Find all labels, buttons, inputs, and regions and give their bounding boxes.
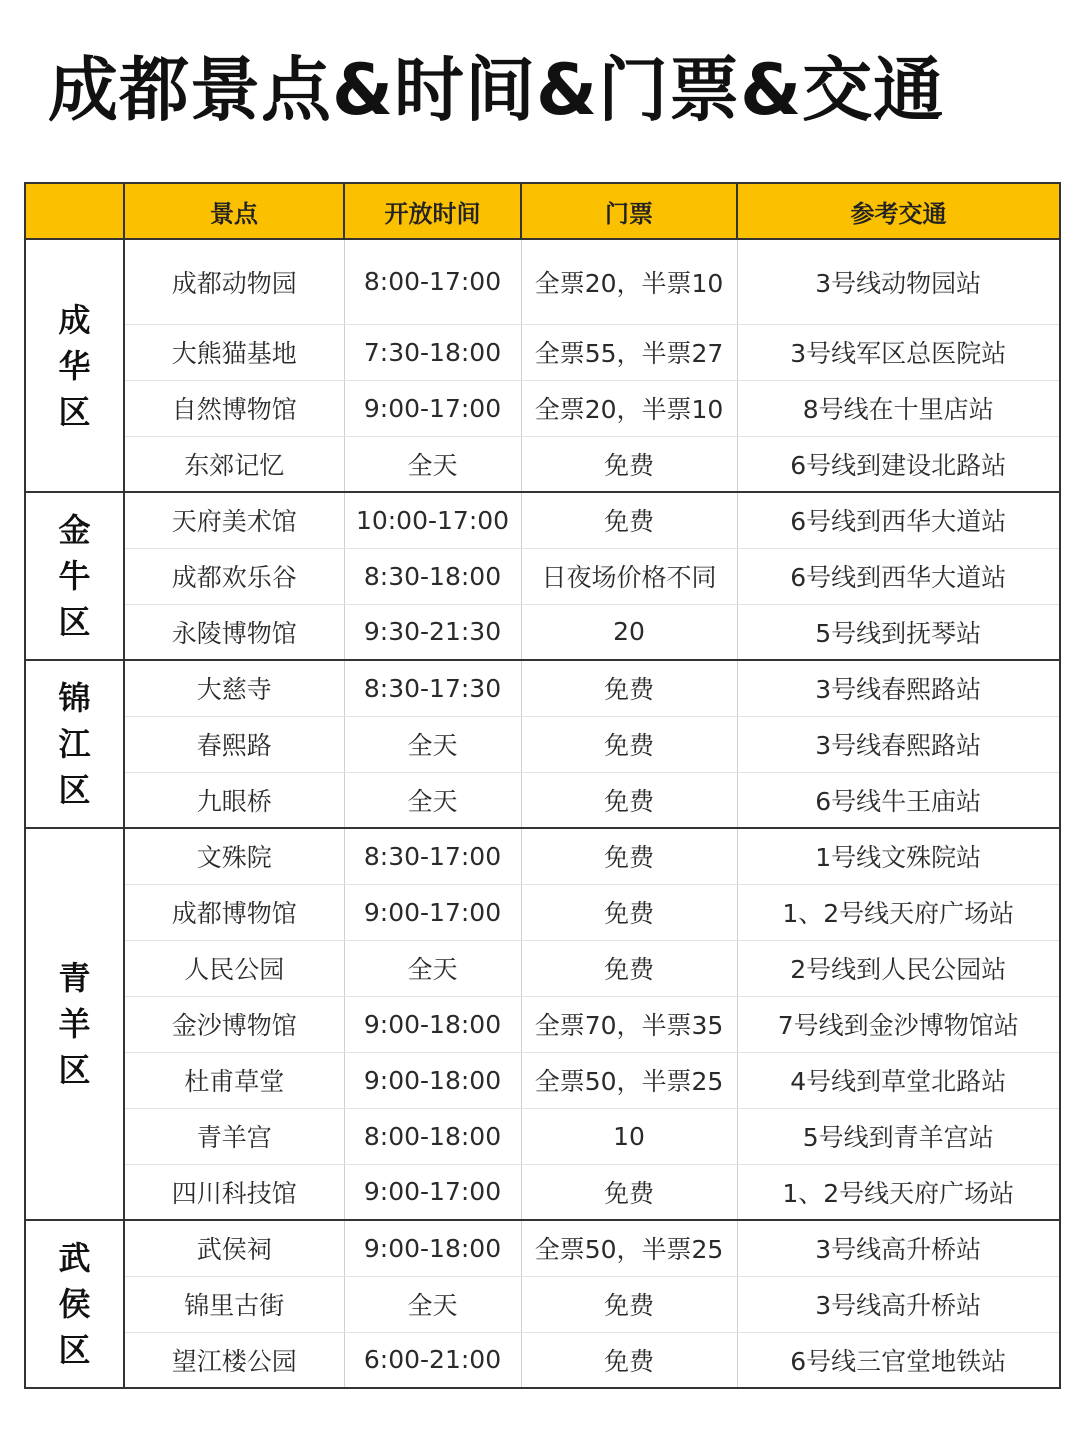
hours-cell: 8:00-17:00 (344, 239, 521, 324)
attraction-cell: 四川科技馆 (124, 1164, 344, 1220)
hours-cell: 全天 (344, 1276, 521, 1332)
transport-cell: 5号线到抚琴站 (737, 604, 1060, 660)
table-row (25, 716, 1060, 772)
district-char: 金 (58, 511, 91, 549)
hours-cell: 9:00-17:00 (344, 380, 521, 436)
ticket-cell: 10 (521, 1108, 737, 1164)
hours-cell: 9:00-17:00 (344, 1164, 521, 1220)
ticket-cell: 全票20，半票10 (521, 380, 737, 436)
ticket-cell: 免费 (521, 772, 737, 828)
table-body (25, 239, 1060, 1388)
hours-cell: 8:30-17:00 (344, 828, 521, 884)
ticket-cell: 免费 (521, 940, 737, 996)
hours-cell: 9:00-18:00 (344, 1220, 521, 1276)
hours-cell: 全天 (344, 772, 521, 828)
table-row (25, 1164, 1060, 1220)
district-char: 青 (58, 959, 91, 997)
hours-cell: 全天 (344, 436, 521, 492)
attraction-cell: 天府美术馆 (124, 492, 344, 548)
attraction-cell: 东郊记忆 (124, 436, 344, 492)
ticket-cell: 全票70，半票35 (521, 996, 737, 1052)
header-attraction: 景点 (124, 183, 344, 239)
hours-cell: 9:30-21:30 (344, 604, 521, 660)
table-row (25, 324, 1060, 380)
district-char: 区 (58, 392, 91, 431)
hours-cell: 10:00-17:00 (344, 492, 521, 548)
transport-cell: 6号线到西华大道站 (737, 492, 1060, 548)
ticket-cell: 免费 (521, 716, 737, 772)
attraction-cell: 文殊院 (124, 828, 344, 884)
header-district (25, 183, 124, 239)
hours-cell: 7:30-18:00 (344, 324, 521, 380)
hours-cell: 8:00-18:00 (344, 1108, 521, 1164)
attraction-cell: 青羊宫 (124, 1108, 344, 1164)
attraction-cell: 金沙博物馆 (124, 996, 344, 1052)
transport-cell: 6号线到建设北路站 (737, 436, 1060, 492)
attraction-cell: 望江楼公园 (124, 1332, 344, 1388)
ticket-cell: 免费 (521, 828, 737, 884)
table-row (25, 828, 1060, 884)
header-ticket: 门票 (521, 183, 737, 239)
ticket-cell: 全票20，半票10 (521, 239, 737, 324)
attraction-cell: 杜甫草堂 (124, 1052, 344, 1108)
transport-cell: 8号线在十里店站 (737, 380, 1060, 436)
hours-cell: 9:00-17:00 (344, 884, 521, 940)
attraction-cell: 成都欢乐谷 (124, 548, 344, 604)
transport-cell: 3号线动物园站 (737, 239, 1060, 324)
transport-cell: 5号线到青羊宫站 (737, 1108, 1060, 1164)
table-row (25, 940, 1060, 996)
ticket-cell: 日夜场价格不同 (521, 548, 737, 604)
ticket-cell: 全票50，半票25 (521, 1052, 737, 1108)
district-char: 侯 (58, 1285, 91, 1323)
ticket-cell: 免费 (521, 660, 737, 716)
header-transport: 参考交通 (737, 183, 1060, 239)
ticket-cell: 免费 (521, 492, 737, 548)
district-char: 区 (58, 1051, 91, 1089)
table-row (25, 548, 1060, 604)
transport-cell: 3号线春熙路站 (737, 660, 1060, 716)
attraction-cell: 春熙路 (124, 716, 344, 772)
transport-cell: 1、2号线天府广场站 (737, 884, 1060, 940)
attraction-cell: 成都动物园 (124, 239, 344, 324)
ticket-cell: 20 (521, 604, 737, 660)
ticket-cell: 全票55，半票27 (521, 324, 737, 380)
table-row (25, 604, 1060, 660)
table-row (25, 1276, 1060, 1332)
attraction-cell: 武侯祠 (124, 1220, 344, 1276)
attraction-cell: 人民公园 (124, 940, 344, 996)
district-cell (25, 492, 124, 660)
table-row (25, 380, 1060, 436)
district-char: 锦 (58, 679, 91, 717)
hours-cell: 8:30-17:30 (344, 660, 521, 716)
transport-cell: 1号线文殊院站 (737, 828, 1060, 884)
hours-cell: 全天 (344, 716, 521, 772)
attraction-cell: 锦里古街 (124, 1276, 344, 1332)
transport-cell: 4号线到草堂北路站 (737, 1052, 1060, 1108)
transport-cell: 6号线三官堂地铁站 (737, 1332, 1060, 1388)
transport-cell: 7号线到金沙博物馆站 (737, 996, 1060, 1052)
table-row (25, 884, 1060, 940)
hours-cell: 全天 (344, 940, 521, 996)
table-row (25, 996, 1060, 1052)
hours-cell: 9:00-18:00 (344, 996, 521, 1052)
table-header-row (25, 183, 1060, 239)
hours-cell: 6:00-21:00 (344, 1332, 521, 1388)
attraction-cell: 成都博物馆 (124, 884, 344, 940)
district-cell (25, 1220, 124, 1388)
district-char: 区 (58, 603, 91, 641)
table-row (25, 1332, 1060, 1388)
header-hours: 开放时间 (344, 183, 521, 239)
transport-cell: 3号线春熙路站 (737, 716, 1060, 772)
district-char: 区 (58, 771, 91, 809)
attraction-cell: 大熊猫基地 (124, 324, 344, 380)
transport-cell: 2号线到人民公园站 (737, 940, 1060, 996)
attraction-cell: 永陵博物馆 (124, 604, 344, 660)
district-char: 区 (58, 1331, 91, 1369)
transport-cell: 3号线高升桥站 (737, 1220, 1060, 1276)
attractions-table (24, 182, 1061, 1389)
transport-cell: 1、2号线天府广场站 (737, 1164, 1060, 1220)
district-char: 成 (58, 300, 91, 339)
table-row (25, 660, 1060, 716)
district-cell (25, 828, 124, 1220)
attraction-cell: 自然博物馆 (124, 380, 344, 436)
ticket-cell: 免费 (521, 1164, 737, 1220)
district-char: 羊 (58, 1005, 91, 1043)
hours-cell: 8:30-18:00 (344, 548, 521, 604)
attraction-cell: 九眼桥 (124, 772, 344, 828)
district-char: 江 (58, 725, 91, 763)
district-char: 武 (58, 1239, 91, 1277)
ticket-cell: 免费 (521, 884, 737, 940)
ticket-cell: 全票50，半票25 (521, 1220, 737, 1276)
transport-cell: 3号线高升桥站 (737, 1276, 1060, 1332)
district-cell (25, 660, 124, 828)
transport-cell: 6号线牛王庙站 (737, 772, 1060, 828)
table-row (25, 772, 1060, 828)
hours-cell: 9:00-18:00 (344, 1052, 521, 1108)
table-row (25, 1220, 1060, 1276)
page-title: 成都景点&时间&门票&交通 (48, 49, 945, 131)
table-row (25, 239, 1060, 324)
ticket-cell: 免费 (521, 1276, 737, 1332)
transport-cell: 6号线到西华大道站 (737, 548, 1060, 604)
district-char: 牛 (58, 557, 91, 595)
table-row (25, 1108, 1060, 1164)
ticket-cell: 免费 (521, 1332, 737, 1388)
table-row (25, 1052, 1060, 1108)
table-row (25, 492, 1060, 548)
attraction-cell: 大慈寺 (124, 660, 344, 716)
transport-cell: 3号线军区总医院站 (737, 324, 1060, 380)
district-cell (25, 239, 124, 492)
ticket-cell: 免费 (521, 436, 737, 492)
district-char: 华 (58, 346, 91, 385)
table-row (25, 436, 1060, 492)
